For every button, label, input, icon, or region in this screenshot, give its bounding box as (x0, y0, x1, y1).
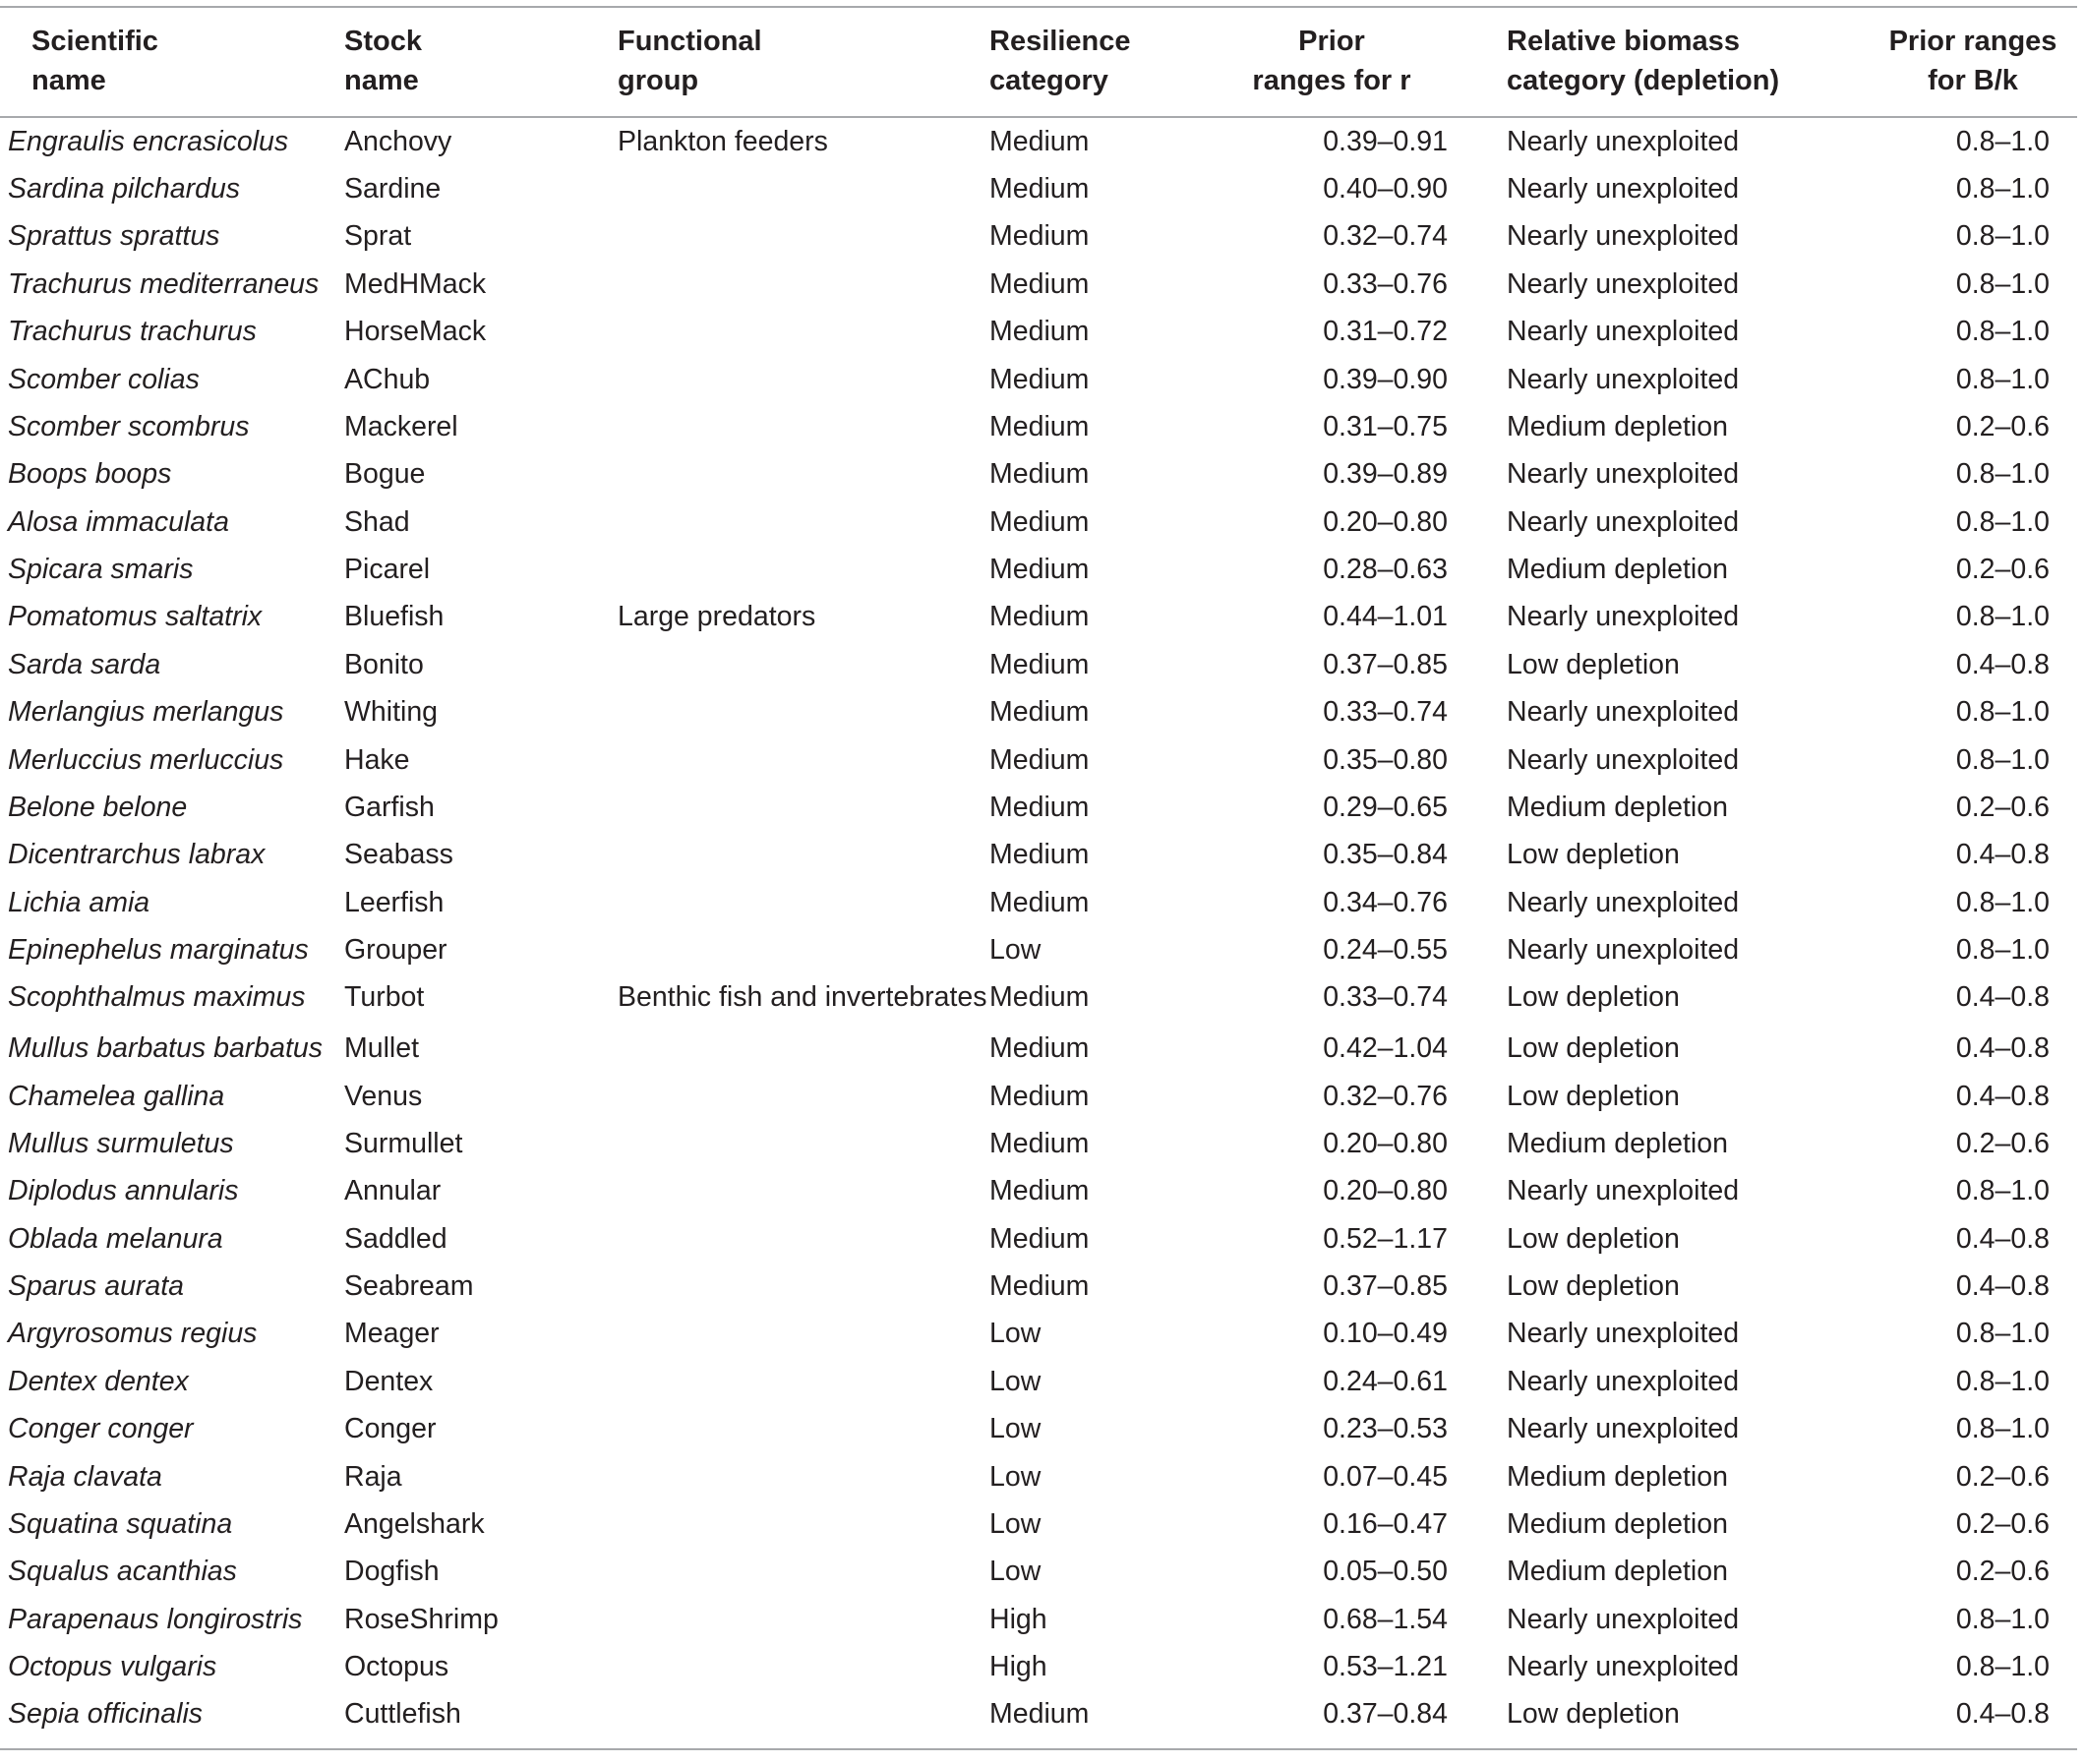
cell-stock-name: Venus (344, 1080, 423, 1112)
cell-resilience-category: Low (989, 934, 1042, 967)
cell-scientific-name: Engraulis encrasicolus (8, 125, 289, 157)
cell-relative-biomass: Nearly unexploited (1507, 458, 1740, 491)
cell-resilience-category: Medium (989, 791, 1090, 823)
cell-resilience-category: Medium (989, 363, 1090, 395)
cell-scientific-name: Octopus vulgaris (8, 1651, 217, 1682)
table-row (0, 926, 2077, 973)
cell-resilience-category: Medium (989, 601, 1090, 633)
cell-prior-bk: 0.4–0.8 (1955, 1270, 2050, 1302)
cell-prior-r: 0.44–1.01 (1323, 601, 1448, 633)
cell-resilience-category: Medium (989, 839, 1090, 871)
cell-prior-r: 0.33–0.74 (1323, 981, 1448, 1014)
cell-resilience-category: Medium (989, 505, 1090, 538)
cell-prior-bk: 0.2–0.6 (1955, 1127, 2050, 1159)
cell-prior-r: 0.07–0.45 (1323, 1460, 1448, 1493)
cell-scientific-name: Pomatomus saltatrix (8, 601, 263, 633)
cell-prior-r: 0.37–0.85 (1323, 1270, 1448, 1302)
table-row (0, 1549, 2077, 1596)
table-row (0, 641, 2077, 688)
cell-resilience-category: High (989, 1603, 1047, 1635)
cell-functional-group (618, 1453, 989, 1500)
cell-prior-r: 0.35–0.80 (1323, 743, 1448, 776)
cell-resilience-category: Low (989, 1365, 1042, 1397)
table-row (0, 403, 2077, 450)
cell-prior-bk: 0.4–0.8 (1955, 839, 2050, 871)
header-text: ranges for r (1252, 65, 1411, 96)
cell-stock-name: Sprat (344, 220, 412, 253)
cell-functional-group (618, 784, 989, 831)
cell-stock-name: Meager (344, 1318, 440, 1350)
cell-resilience-category: Medium (989, 1270, 1090, 1302)
cell-prior-bk: 0.2–0.6 (1955, 410, 2050, 442)
cell-prior-bk: 0.4–0.8 (1955, 1698, 2050, 1731)
cell-stock-name: Turbot (344, 981, 425, 1014)
cell-relative-biomass: Nearly unexploited (1507, 1651, 1740, 1682)
cell-relative-biomass: Nearly unexploited (1507, 363, 1740, 395)
cell-scientific-name: Sprattus sprattus (8, 220, 220, 253)
table-row (0, 1453, 2077, 1500)
cell-relative-biomass: Nearly unexploited (1507, 1318, 1740, 1350)
cell-scientific-name: Squatina squatina (8, 1507, 233, 1540)
header-text: Prior ranges (1888, 26, 2057, 57)
cell-relative-biomass: Nearly unexploited (1507, 1413, 1740, 1445)
cell-relative-biomass: Medium depletion (1507, 791, 1728, 823)
cell-stock-name: Surmullet (344, 1127, 463, 1159)
cell-resilience-category: Medium (989, 410, 1090, 442)
cell-prior-r: 0.16–0.47 (1323, 1507, 1448, 1540)
cell-stock-name: Mullet (344, 1032, 420, 1065)
cell-relative-biomass: Nearly unexploited (1507, 743, 1740, 776)
cell-stock-name: Shad (344, 505, 410, 538)
cell-prior-bk: 0.2–0.6 (1955, 791, 2050, 823)
cell-relative-biomass: Nearly unexploited (1507, 220, 1740, 253)
cell-relative-biomass: Medium depletion (1507, 1556, 1728, 1588)
cell-functional-group (618, 1168, 989, 1215)
cell-prior-bk: 0.8–1.0 (1955, 1413, 2050, 1445)
cell-resilience-category: Low (989, 1413, 1042, 1445)
cell-prior-bk: 0.8–1.0 (1955, 220, 2050, 253)
table-row (0, 1215, 2077, 1263)
cell-functional-group: Large predators (618, 601, 816, 633)
cell-scientific-name: Mullus surmuletus (8, 1127, 234, 1159)
cell-prior-r: 0.20–0.80 (1323, 1127, 1448, 1159)
cell-relative-biomass: Low depletion (1507, 1698, 1680, 1731)
cell-functional-group (618, 1073, 989, 1120)
cell-stock-name: Grouper (344, 934, 447, 967)
cell-functional-group (618, 1643, 989, 1690)
cell-functional-group (618, 736, 989, 784)
cell-relative-biomass: Nearly unexploited (1507, 267, 1740, 300)
cell-stock-name: Garfish (344, 791, 435, 823)
header-prior-r (1216, 7, 1507, 117)
cell-prior-bk: 0.2–0.6 (1955, 554, 2050, 586)
cell-prior-r: 0.23–0.53 (1323, 1413, 1448, 1445)
cell-functional-group (618, 689, 989, 736)
cell-relative-biomass: Low depletion (1507, 648, 1680, 680)
header-text: for B/k (1928, 65, 2018, 96)
cell-resilience-category: Medium (989, 981, 1090, 1014)
cell-scientific-name: Squalus acanthias (8, 1556, 237, 1588)
cell-prior-r: 0.33–0.76 (1323, 267, 1448, 300)
cell-prior-r: 0.29–0.65 (1323, 791, 1448, 823)
cell-prior-bk: 0.8–1.0 (1955, 886, 2050, 918)
cell-stock-name: Mackerel (344, 410, 458, 442)
cell-scientific-name: Parapenaus longirostris (8, 1603, 303, 1635)
cell-prior-bk: 0.4–0.8 (1955, 1222, 2050, 1255)
header-text: name (31, 65, 106, 96)
cell-stock-name: Picarel (344, 554, 431, 586)
cell-scientific-name: Chamelea gallina (8, 1080, 225, 1112)
cell-relative-biomass: Low depletion (1507, 981, 1680, 1014)
cell-resilience-category: High (989, 1651, 1047, 1682)
cell-prior-r: 0.31–0.75 (1323, 410, 1448, 442)
cell-functional-group (618, 309, 989, 356)
cell-functional-group (618, 213, 989, 261)
table-row (0, 736, 2077, 784)
table-row (0, 1025, 2077, 1072)
cell-functional-group (618, 356, 989, 403)
cell-stock-name: Bogue (344, 458, 426, 491)
cell-functional-group (618, 1405, 989, 1452)
cell-prior-bk: 0.8–1.0 (1955, 934, 2050, 967)
cell-resilience-category: Low (989, 1507, 1042, 1540)
cell-scientific-name: Sparus aurata (8, 1270, 185, 1302)
cell-prior-bk: 0.2–0.6 (1955, 1556, 2050, 1588)
cell-scientific-name: Conger conger (8, 1413, 194, 1445)
cell-prior-bk: 0.8–1.0 (1955, 458, 2050, 491)
cell-prior-r: 0.35–0.84 (1323, 839, 1448, 871)
table-row (0, 213, 2077, 261)
cell-scientific-name: Sepia officinalis (8, 1698, 204, 1731)
cell-prior-bk: 0.8–1.0 (1955, 363, 2050, 395)
cell-prior-bk: 0.8–1.0 (1955, 316, 2050, 348)
cell-prior-bk: 0.4–0.8 (1955, 981, 2050, 1014)
table-row (0, 1120, 2077, 1167)
cell-prior-bk: 0.8–1.0 (1955, 1318, 2050, 1350)
table-row (0, 1405, 2077, 1452)
cell-resilience-category: Low (989, 1460, 1042, 1493)
cell-relative-biomass: Low depletion (1507, 1032, 1680, 1065)
header-stock-name (344, 7, 618, 117)
cell-scientific-name: Merlangius merlangus (8, 696, 284, 729)
cell-functional-group: Benthic fish and invertebrates (618, 981, 987, 1014)
header-text: Functional (618, 26, 762, 57)
cell-prior-bk: 0.8–1.0 (1955, 743, 2050, 776)
cell-prior-r: 0.20–0.80 (1323, 1175, 1448, 1207)
cell-stock-name: Seabream (344, 1270, 474, 1302)
header-relative-biomass (1507, 7, 1876, 117)
cell-functional-group (618, 1549, 989, 1596)
cell-stock-name: Conger (344, 1413, 437, 1445)
cell-stock-name: Whiting (344, 696, 439, 729)
cell-scientific-name: Trachurus mediterraneus (8, 267, 320, 300)
cell-scientific-name: Lichia amia (8, 886, 150, 918)
cell-scientific-name: Scophthalmus maximus (8, 981, 306, 1014)
cell-prior-r: 0.39–0.89 (1323, 458, 1448, 491)
cell-relative-biomass: Nearly unexploited (1507, 125, 1740, 157)
cell-stock-name: Raja (344, 1460, 402, 1493)
table-row (0, 1691, 2077, 1750)
cell-stock-name: Cuttlefish (344, 1698, 461, 1731)
header-text: group (618, 65, 699, 96)
cell-relative-biomass: Low depletion (1507, 1270, 1680, 1302)
cell-prior-r: 0.39–0.90 (1323, 363, 1448, 395)
cell-stock-name: MedHMack (344, 267, 487, 300)
cell-relative-biomass: Nearly unexploited (1507, 505, 1740, 538)
cell-functional-group (618, 641, 989, 688)
cell-relative-biomass: Medium depletion (1507, 410, 1728, 442)
cell-functional-group (618, 499, 989, 546)
cell-resilience-category: Medium (989, 696, 1090, 729)
cell-scientific-name: Scomber scombrus (8, 410, 250, 442)
header-row (0, 7, 2077, 117)
cell-functional-group (618, 1691, 989, 1750)
cell-prior-r: 0.37–0.84 (1323, 1698, 1448, 1731)
cell-functional-group (618, 1215, 989, 1263)
cell-resilience-category: Medium (989, 173, 1090, 206)
cell-scientific-name: Spicara smaris (8, 554, 194, 586)
cell-relative-biomass: Nearly unexploited (1507, 316, 1740, 348)
cell-stock-name: Bonito (344, 648, 424, 680)
cell-resilience-category: Medium (989, 316, 1090, 348)
cell-relative-biomass: Medium depletion (1507, 1507, 1728, 1540)
cell-stock-name: Saddled (344, 1222, 447, 1255)
cell-prior-r: 0.24–0.61 (1323, 1365, 1448, 1397)
header-text: Relative biomass (1507, 26, 1740, 57)
cell-prior-bk: 0.8–1.0 (1955, 1175, 2050, 1207)
cell-prior-r: 0.40–0.90 (1323, 173, 1448, 206)
header-scientific-name (0, 7, 344, 117)
cell-relative-biomass: Medium depletion (1507, 554, 1728, 586)
cell-prior-bk: 0.4–0.8 (1955, 1080, 2050, 1112)
cell-functional-group (618, 1596, 989, 1643)
cell-relative-biomass: Nearly unexploited (1507, 696, 1740, 729)
cell-resilience-category: Medium (989, 886, 1090, 918)
cell-stock-name: Octopus (344, 1651, 449, 1682)
stock-priors-table (0, 6, 2077, 1750)
cell-relative-biomass: Low depletion (1507, 839, 1680, 871)
cell-stock-name: HorseMack (344, 316, 487, 348)
cell-functional-group (618, 546, 989, 593)
table-row (0, 832, 2077, 879)
table-row (0, 165, 2077, 212)
table-row (0, 546, 2077, 593)
cell-stock-name: Dentex (344, 1365, 434, 1397)
cell-functional-group (618, 1358, 989, 1405)
cell-stock-name: RoseShrimp (344, 1603, 499, 1635)
cell-relative-biomass: Nearly unexploited (1507, 601, 1740, 633)
cell-prior-bk: 0.8–1.0 (1955, 1603, 2050, 1635)
cell-scientific-name: Argyrosomus regius (8, 1318, 258, 1350)
header-text: category (depletion) (1507, 65, 1780, 96)
cell-prior-r: 0.05–0.50 (1323, 1556, 1448, 1588)
cell-functional-group (618, 261, 989, 308)
cell-functional-group (618, 1311, 989, 1358)
header-text: category (989, 65, 1108, 96)
cell-prior-bk: 0.8–1.0 (1955, 173, 2050, 206)
cell-scientific-name: Merluccius merluccius (8, 743, 284, 776)
cell-stock-name: Bluefish (344, 601, 445, 633)
cell-scientific-name: Sarda sarda (8, 648, 161, 680)
cell-relative-biomass: Nearly unexploited (1507, 934, 1740, 967)
cell-relative-biomass: Nearly unexploited (1507, 1175, 1740, 1207)
cell-functional-group: Plankton feeders (618, 125, 828, 157)
table-row (0, 1168, 2077, 1215)
cell-functional-group (618, 1263, 989, 1310)
table-header (0, 7, 2077, 117)
cell-prior-bk: 0.8–1.0 (1955, 1651, 2050, 1682)
cell-resilience-category: Medium (989, 267, 1090, 300)
cell-prior-bk: 0.8–1.0 (1955, 601, 2050, 633)
cell-resilience-category: Medium (989, 220, 1090, 253)
cell-relative-biomass: Low depletion (1507, 1080, 1680, 1112)
cell-prior-r: 0.24–0.55 (1323, 934, 1448, 967)
cell-scientific-name: Mullus barbatus barbatus (8, 1032, 324, 1065)
cell-relative-biomass: Nearly unexploited (1507, 886, 1740, 918)
cell-prior-r: 0.34–0.76 (1323, 886, 1448, 918)
cell-prior-r: 0.10–0.49 (1323, 1318, 1448, 1350)
cell-prior-r: 0.39–0.91 (1323, 125, 1448, 157)
cell-functional-group (618, 1500, 989, 1548)
cell-scientific-name: Belone belone (8, 791, 188, 823)
cell-functional-group (618, 926, 989, 973)
cell-resilience-category: Medium (989, 648, 1090, 680)
cell-resilience-category: Medium (989, 1080, 1090, 1112)
cell-resilience-category: Low (989, 1556, 1042, 1588)
cell-stock-name: AChub (344, 363, 431, 395)
header-text: Prior (1298, 26, 1365, 57)
cell-scientific-name: Raja clavata (8, 1460, 162, 1493)
table-row (0, 499, 2077, 546)
table-row (0, 1263, 2077, 1310)
cell-resilience-category: Medium (989, 554, 1090, 586)
cell-resilience-category: Medium (989, 1127, 1090, 1159)
table-row (0, 261, 2077, 308)
cell-scientific-name: Alosa immaculata (8, 505, 229, 538)
cell-prior-r: 0.68–1.54 (1323, 1603, 1448, 1635)
cell-functional-group (618, 451, 989, 499)
cell-prior-r: 0.20–0.80 (1323, 505, 1448, 538)
cell-scientific-name: Diplodus annularis (8, 1175, 239, 1207)
header-text: Stock (344, 26, 422, 57)
cell-stock-name: Angelshark (344, 1507, 485, 1540)
cell-prior-r: 0.33–0.74 (1323, 696, 1448, 729)
cell-functional-group (618, 1120, 989, 1167)
cell-stock-name: Leerfish (344, 886, 445, 918)
table-row (0, 117, 2077, 165)
cell-prior-r: 0.53–1.21 (1323, 1651, 1448, 1682)
cell-prior-bk: 0.4–0.8 (1955, 1032, 2050, 1065)
table-row (0, 594, 2077, 641)
cell-stock-name: Annular (344, 1175, 442, 1207)
cell-stock-name: Anchovy (344, 125, 452, 157)
table-body (0, 117, 2077, 1749)
cell-relative-biomass: Medium depletion (1507, 1460, 1728, 1493)
cell-resilience-category: Medium (989, 743, 1090, 776)
cell-relative-biomass: Nearly unexploited (1507, 173, 1740, 206)
header-resilience-category (989, 7, 1216, 117)
cell-prior-r: 0.31–0.72 (1323, 316, 1448, 348)
cell-relative-biomass: Low depletion (1507, 1222, 1680, 1255)
cell-resilience-category: Low (989, 1318, 1042, 1350)
cell-prior-bk: 0.8–1.0 (1955, 505, 2050, 538)
header-text: Scientific (31, 26, 158, 57)
table-row (0, 1311, 2077, 1358)
cell-resilience-category: Medium (989, 1222, 1090, 1255)
table-row (0, 356, 2077, 403)
cell-stock-name: Dogfish (344, 1556, 440, 1588)
cell-scientific-name: Sardina pilchardus (8, 173, 241, 206)
table-row (0, 1073, 2077, 1120)
cell-functional-group (618, 403, 989, 450)
cell-stock-name: Sardine (344, 173, 442, 206)
table-row (0, 1596, 2077, 1643)
cell-scientific-name: Boops boops (8, 458, 172, 491)
table-row (0, 1358, 2077, 1405)
cell-functional-group (618, 879, 989, 926)
table-row (0, 784, 2077, 831)
table-row (0, 1500, 2077, 1548)
cell-resilience-category: Medium (989, 125, 1090, 157)
cell-scientific-name: Scomber colias (8, 363, 200, 395)
table-row (0, 309, 2077, 356)
table-row (0, 1643, 2077, 1690)
cell-resilience-category: Medium (989, 1175, 1090, 1207)
header-prior-bk (1876, 7, 2077, 117)
cell-prior-r: 0.32–0.76 (1323, 1080, 1448, 1112)
cell-functional-group (618, 1025, 989, 1072)
cell-prior-bk: 0.4–0.8 (1955, 648, 2050, 680)
header-text: name (344, 65, 419, 96)
cell-scientific-name: Trachurus trachurus (8, 316, 257, 348)
table-row (0, 879, 2077, 926)
cell-scientific-name: Epinephelus marginatus (8, 934, 309, 967)
header-functional-group (618, 7, 989, 117)
cell-resilience-category: Medium (989, 458, 1090, 491)
cell-prior-bk: 0.8–1.0 (1955, 125, 2050, 157)
data-table-container (0, 6, 2077, 1750)
table-row (0, 451, 2077, 499)
cell-prior-bk: 0.8–1.0 (1955, 1365, 2050, 1397)
cell-prior-r: 0.28–0.63 (1323, 554, 1448, 586)
cell-prior-bk: 0.8–1.0 (1955, 696, 2050, 729)
cell-relative-biomass: Nearly unexploited (1507, 1603, 1740, 1635)
cell-scientific-name: Dicentrarchus labrax (8, 839, 266, 871)
cell-prior-r: 0.37–0.85 (1323, 648, 1448, 680)
cell-scientific-name: Dentex dentex (8, 1365, 189, 1397)
cell-relative-biomass: Nearly unexploited (1507, 1365, 1740, 1397)
cell-stock-name: Seabass (344, 839, 453, 871)
cell-functional-group (618, 832, 989, 879)
cell-resilience-category: Medium (989, 1032, 1090, 1065)
cell-prior-r: 0.52–1.17 (1323, 1222, 1448, 1255)
cell-prior-r: 0.42–1.04 (1323, 1032, 1448, 1065)
cell-prior-bk: 0.2–0.6 (1955, 1507, 2050, 1540)
cell-prior-r: 0.32–0.74 (1323, 220, 1448, 253)
cell-functional-group (618, 165, 989, 212)
cell-prior-bk: 0.8–1.0 (1955, 267, 2050, 300)
header-text: Resilience (989, 26, 1131, 57)
cell-resilience-category: Medium (989, 1698, 1090, 1731)
cell-relative-biomass: Medium depletion (1507, 1127, 1728, 1159)
cell-scientific-name: Oblada melanura (8, 1222, 223, 1255)
table-row (0, 974, 2077, 1026)
cell-prior-bk: 0.2–0.6 (1955, 1460, 2050, 1493)
table-row (0, 689, 2077, 736)
cell-stock-name: Hake (344, 743, 410, 776)
